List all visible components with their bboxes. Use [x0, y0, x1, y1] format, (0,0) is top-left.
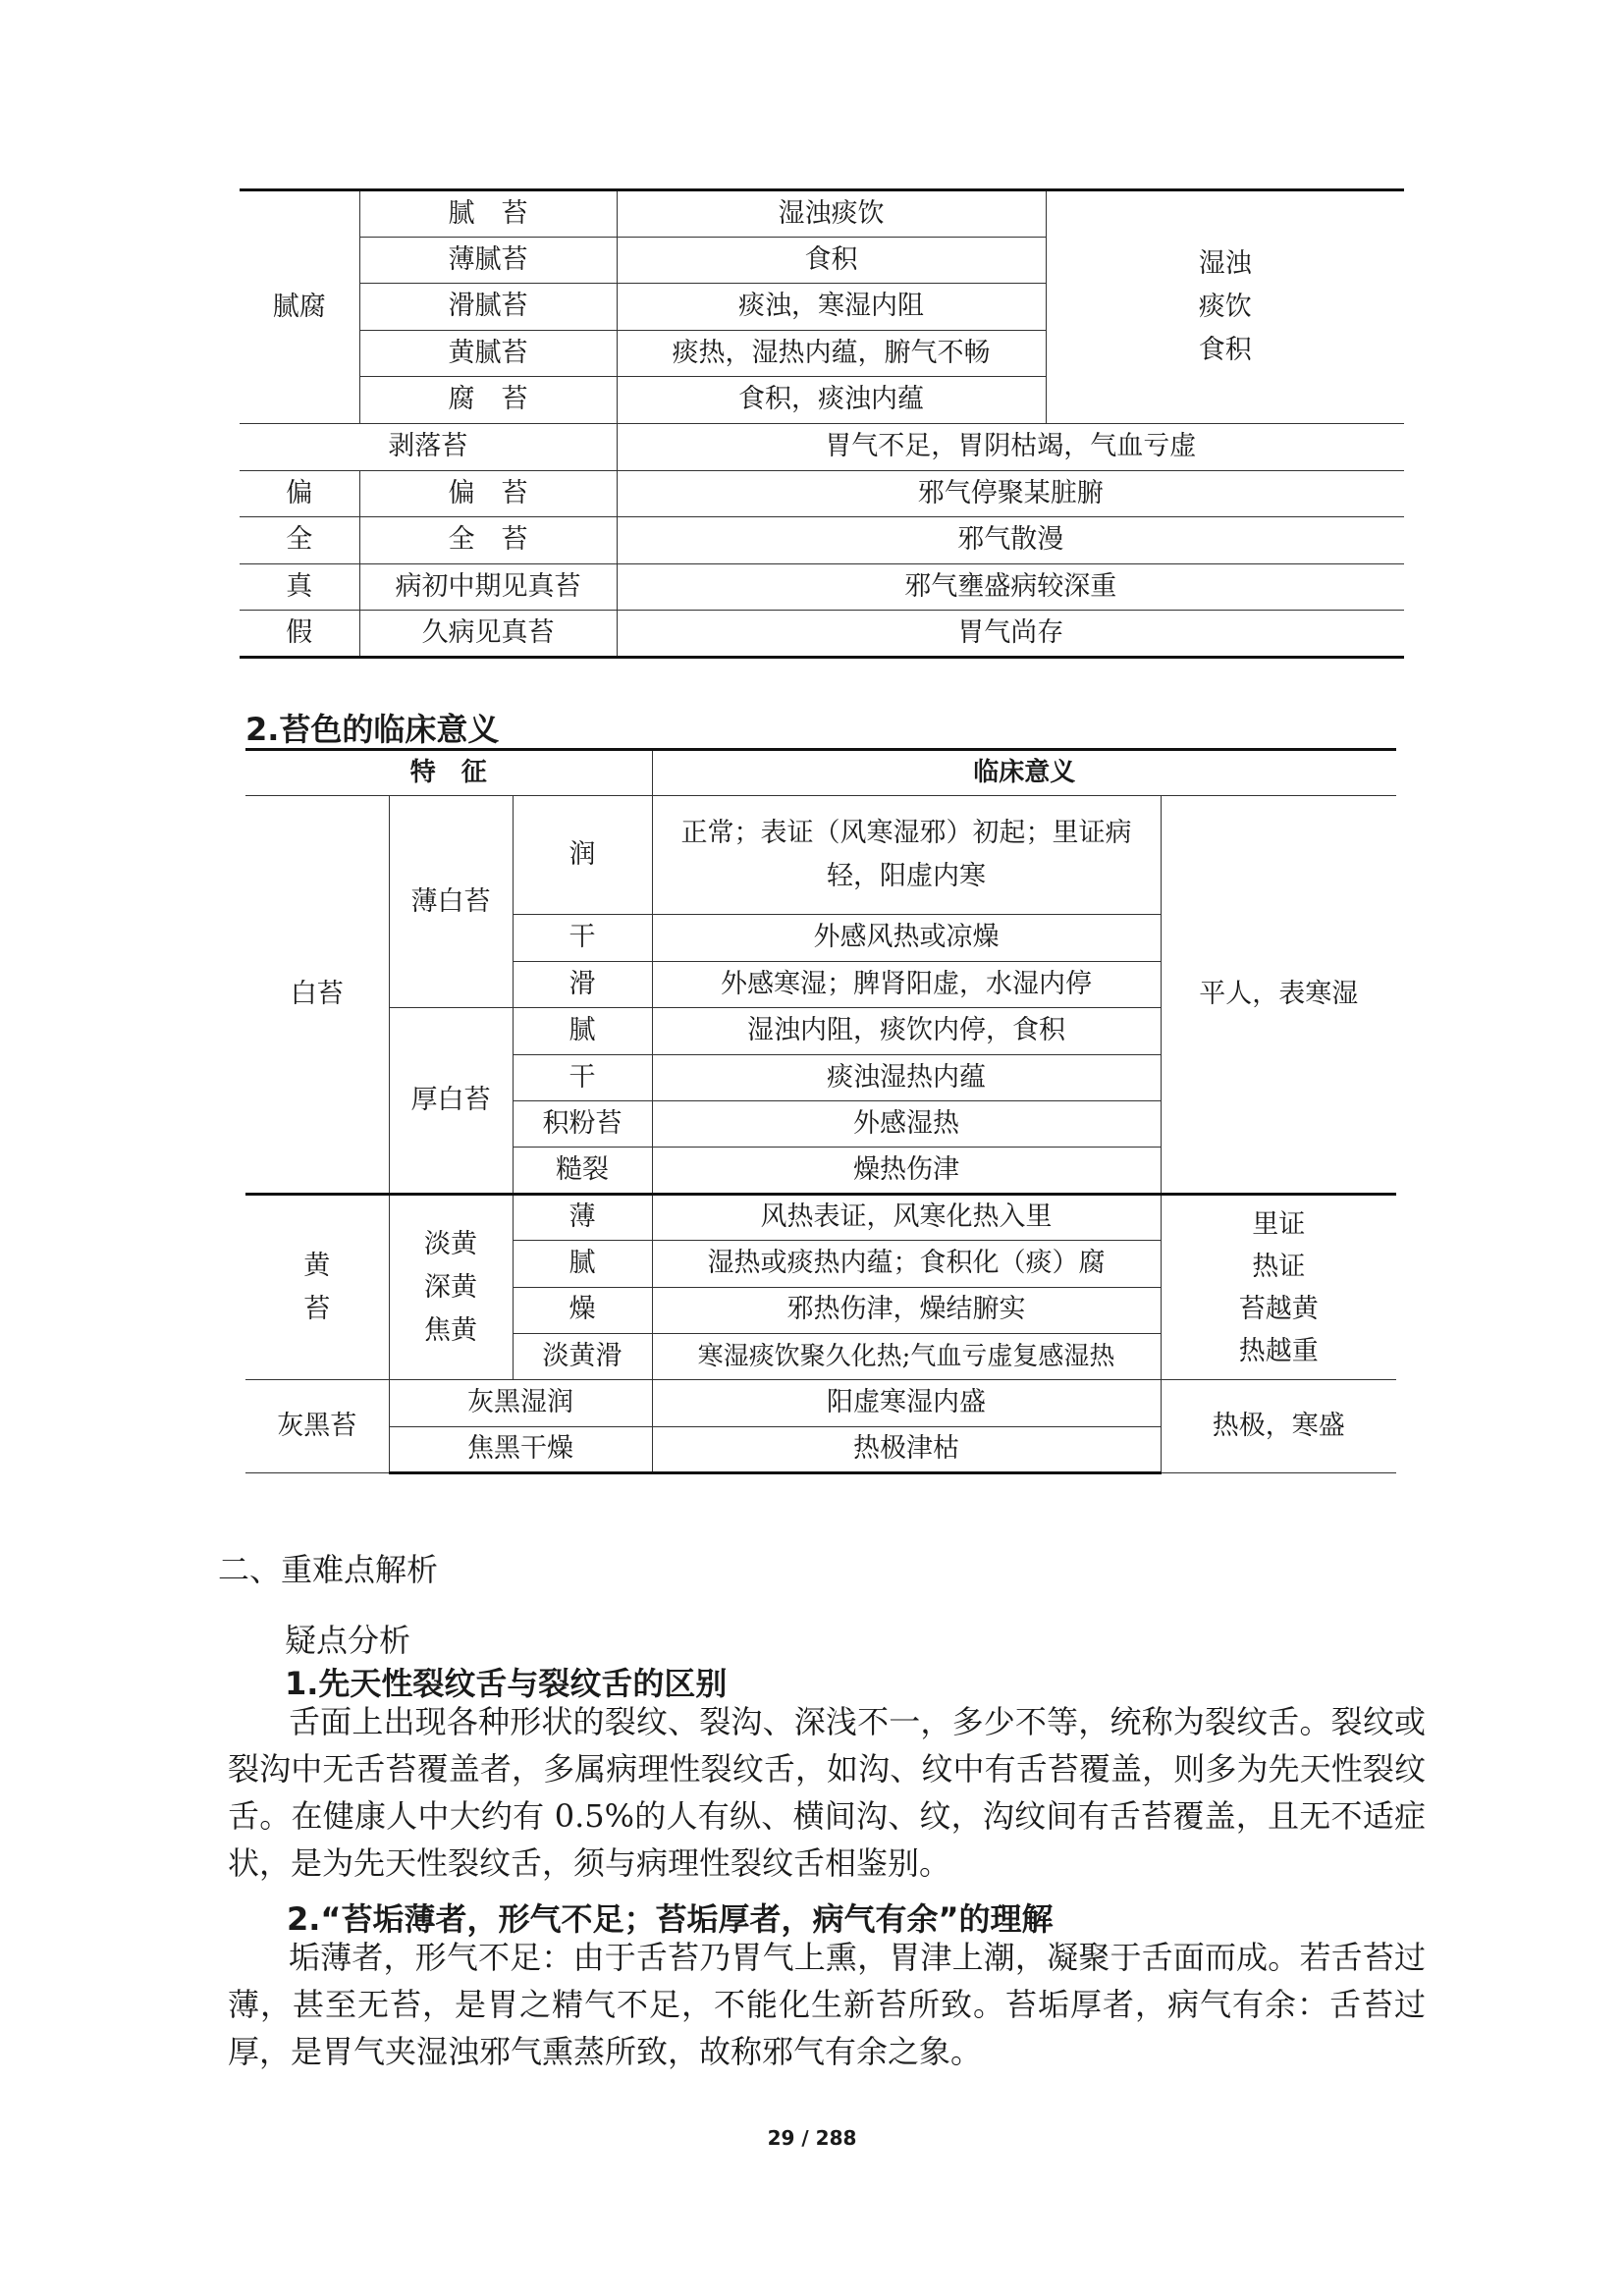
clinical-meaning: 邪气壅盛病较深重 — [617, 563, 1404, 611]
clinical-meaning: 湿浊痰饮 — [617, 190, 1046, 238]
color-summary — [1161, 1194, 1396, 1380]
trait: 干 — [513, 1054, 652, 1100]
color-group-label: 灰黑苔 — [245, 1380, 389, 1473]
shade-line: 焦黄 — [424, 1314, 477, 1346]
clinical-meaning: 寒湿痰饮聚久化热;气血亏虚复感湿热 — [652, 1333, 1161, 1379]
clinical-meaning: 阳虚寒湿内盛 — [652, 1380, 1161, 1426]
group-label: 全 — [240, 517, 359, 564]
meaning-line: 轻，阳虚内寒 — [827, 861, 986, 892]
group-label: 腻腐 — [240, 190, 359, 424]
thickness-label: 厚白苔 — [389, 1008, 513, 1195]
thickness-label: 薄白苔 — [389, 796, 513, 1008]
item-title: 2.“苔垢薄者，形气不足；苔垢厚者，病气有余”的理解 — [287, 1900, 1054, 1938]
page-number: 29 / 288 — [767, 2126, 857, 2150]
color-group-label — [245, 1194, 389, 1380]
item-title: 1.先天性裂纹舌与裂纹舌的区别 — [285, 1665, 728, 1702]
paragraph: 垢薄者，形气不足：由于舌苔乃胃气上熏，胃津上潮，凝聚于舌面而成。若舌苔过薄，甚至无苔，是胃之精气不足，不能化生新苔所致。苔垢厚者，病气有余：舌苔过厚，是胃气夹湿浊邪气熏蒸所致，故称邪气有余之象。 — [228, 1939, 1426, 2070]
coating-name: 病初中期见真苔 — [359, 563, 617, 611]
label-line: 苔 — [303, 1293, 331, 1324]
summary-line: 热证 — [1252, 1251, 1306, 1282]
label-line: 黄 — [303, 1250, 331, 1281]
header-meaning: 临床意义 — [652, 750, 1396, 796]
coating-name: 薄腻苔 — [359, 237, 617, 284]
table-row — [240, 517, 1404, 564]
color-summary: 热极，寒盛 — [1161, 1380, 1396, 1473]
trait: 积粉苔 — [513, 1100, 652, 1147]
coating-name: 腐 苔 — [359, 377, 617, 424]
coating-name: 滑腻苔 — [359, 284, 617, 331]
table-header-row — [245, 750, 1396, 796]
coating-name: 久病见真苔 — [359, 611, 617, 658]
color-summary: 平人，表寒湿 — [1161, 796, 1396, 1194]
coating-name: 全 苔 — [359, 517, 617, 564]
trait: 糙裂 — [513, 1148, 652, 1194]
trait: 干 — [513, 915, 652, 961]
clinical-meaning: 外感寒湿；脾肾阳虚，水湿内停 — [652, 961, 1161, 1007]
trait: 腻 — [513, 1008, 652, 1054]
clinical-meaning: 邪气停聚某脏腑 — [617, 470, 1404, 517]
clinical-meaning: 湿热或痰热内蕴；食积化（痰）腐 — [652, 1241, 1161, 1287]
clinical-meaning: 风热表证，风寒化热入里 — [652, 1194, 1161, 1240]
clinical-meaning: 胃气不足，胃阴枯竭，气血亏虚 — [617, 423, 1404, 470]
summary-line: 湿浊 — [1198, 247, 1252, 279]
trait: 滑 — [513, 961, 652, 1007]
trait: 腻 — [513, 1241, 652, 1287]
trait: 燥 — [513, 1287, 652, 1333]
trait: 灰黑湿润 — [389, 1380, 652, 1426]
summary-line: 食积 — [1198, 334, 1252, 365]
summary-line: 里证 — [1252, 1208, 1306, 1240]
coating-name: 腻 苔 — [359, 190, 617, 238]
trait: 焦黑干燥 — [389, 1426, 652, 1472]
shade-label — [389, 1194, 513, 1380]
table-row — [245, 1194, 1396, 1240]
clinical-meaning: 痰浊，寒湿内阻 — [617, 284, 1046, 331]
tongue-coating-color-table — [245, 748, 1396, 1474]
group-label: 偏 — [240, 470, 359, 517]
clinical-meaning: 食积，痰浊内蕴 — [617, 377, 1046, 424]
clinical-meaning: 热极津枯 — [652, 1426, 1161, 1472]
header-feature: 特 征 — [245, 750, 652, 796]
table-row — [240, 470, 1404, 517]
clinical-meaning: 邪热伤津，燥结腑实 — [652, 1287, 1161, 1333]
coating-name: 黄腻苔 — [359, 330, 617, 377]
clinical-meaning: 痰热，湿热内蕴，腑气不畅 — [617, 330, 1046, 377]
shade-line: 淡黄 — [424, 1228, 477, 1259]
color-group-label: 白苔 — [245, 796, 389, 1194]
trait: 润 — [513, 796, 652, 915]
clinical-meaning: 邪气散漫 — [617, 517, 1404, 564]
group-label: 真 — [240, 563, 359, 611]
clinical-meaning — [652, 796, 1161, 915]
table-row — [240, 563, 1404, 611]
clinical-meaning: 胃气尚存 — [617, 611, 1404, 658]
tongue-coating-texture-table — [240, 188, 1404, 659]
section-heading: 二、重难点解析 — [218, 1551, 439, 1588]
clinical-meaning: 食积 — [617, 237, 1046, 284]
coating-name: 偏 苔 — [359, 470, 617, 517]
group-summary — [1046, 190, 1404, 424]
table-row — [245, 796, 1396, 915]
sub-heading: 疑点分析 — [285, 1622, 411, 1659]
clinical-meaning: 外感风热或凉燥 — [652, 915, 1161, 961]
table-row — [240, 611, 1404, 658]
clinical-meaning: 燥热伤津 — [652, 1148, 1161, 1194]
table-title: 2.苔色的临床意义 — [245, 711, 500, 748]
trait: 淡黄滑 — [513, 1333, 652, 1379]
clinical-meaning: 湿浊内阻，痰饮内停，食积 — [652, 1008, 1161, 1054]
trait: 薄 — [513, 1194, 652, 1240]
summary-line: 热越重 — [1238, 1335, 1319, 1366]
table-row — [245, 1380, 1396, 1426]
summary-line: 苔越黄 — [1238, 1293, 1319, 1324]
summary-line: 痰饮 — [1198, 291, 1252, 322]
shade-line: 深黄 — [424, 1271, 477, 1303]
coating-name: 剥落苔 — [240, 423, 617, 470]
paragraph: 舌面上出现各种形状的裂纹、裂沟、深浅不一，多少不等，统称为裂纹舌。裂纹或裂沟中无舌苔覆盖者，多属病理性裂纹舌，如沟、纹中有舌苔覆盖，则多为先天性裂纹舌。在健康人中大约有 0.5%的人有纵、横间沟、纹，沟纹间有舌苔覆盖，且无不适症状，是为先天性裂纹舌，须与病理性裂纹舌相鉴别。 — [228, 1703, 1426, 1882]
table-row — [240, 423, 1404, 470]
clinical-meaning: 外感湿热 — [652, 1100, 1161, 1147]
clinical-meaning: 痰浊湿热内蕴 — [652, 1054, 1161, 1100]
table-row — [240, 190, 1404, 238]
group-label: 假 — [240, 611, 359, 658]
meaning-line: 正常；表证（风寒湿邪）初起；里证病 — [680, 818, 1132, 849]
